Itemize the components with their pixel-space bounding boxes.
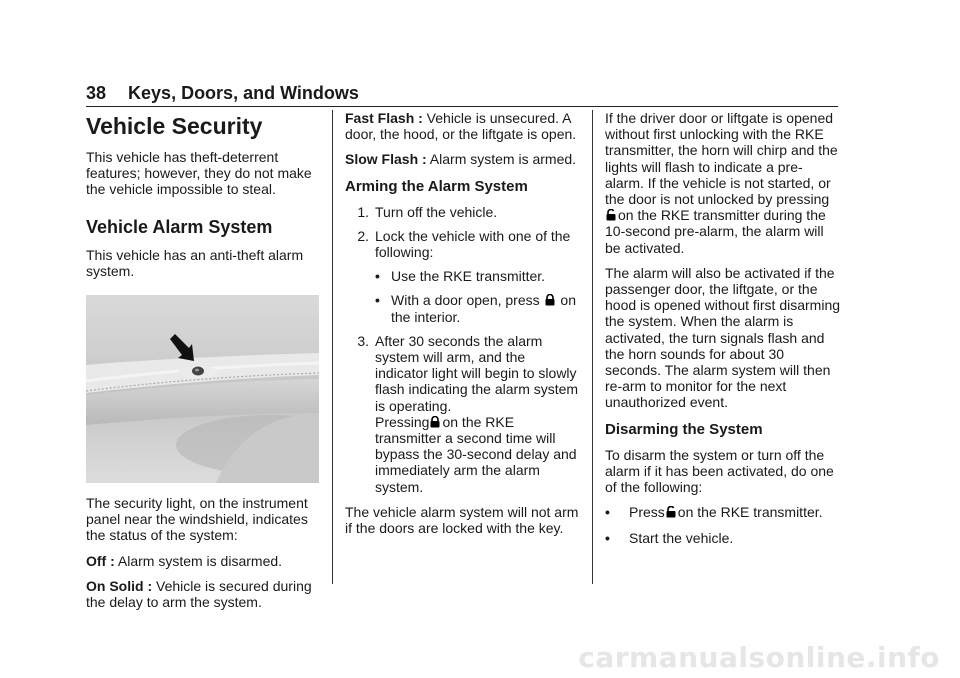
not-arm-paragraph: The vehicle alarm system will not arm if the doors are locked with the key. bbox=[345, 503, 579, 537]
bullet: • bbox=[375, 292, 380, 309]
bullet: • bbox=[375, 268, 380, 285]
step-number: 3. bbox=[357, 332, 369, 349]
column-3 bbox=[605, 110, 841, 557]
step-number: 1. bbox=[357, 203, 369, 220]
column-divider-1 bbox=[332, 110, 333, 584]
status-fast-flash bbox=[345, 110, 581, 142]
disarm-b1-post: on the RKE transmitter. bbox=[677, 504, 823, 521]
status-fast-flash-text: Vehicle is unsecured. A door, the hood, or the liftgate is open. bbox=[345, 110, 577, 143]
bullet-b-post: on the interior. bbox=[391, 292, 576, 325]
step-text: Turn off the vehicle. bbox=[375, 203, 498, 220]
column-2 bbox=[345, 110, 581, 545]
bullet-text: Use the RKE transmitter. bbox=[391, 268, 546, 285]
disarm-heading: Disarming the System bbox=[605, 420, 763, 438]
status-on-solid-label: On Solid : bbox=[86, 577, 153, 594]
bullet: • bbox=[605, 530, 610, 547]
status-slow-flash-text: Alarm system is armed. bbox=[426, 151, 577, 168]
disarm-b1-pre: Press bbox=[629, 504, 665, 521]
step-text bbox=[375, 333, 581, 495]
list-item bbox=[605, 504, 841, 520]
arming-heading: Arming the Alarm System bbox=[345, 177, 528, 195]
page-number: 38 bbox=[86, 83, 107, 103]
bullet-text: Start the vehicle. bbox=[629, 530, 734, 547]
list-item bbox=[375, 268, 581, 284]
security-light-text: The security light, on the instrument panel near the windshield, indicates the status of the system: bbox=[86, 495, 308, 544]
bullet-b-pre: With a door open, press bbox=[391, 292, 540, 309]
lock-icon bbox=[430, 416, 440, 428]
bullet-text bbox=[629, 504, 823, 520]
alarm-heading: Vehicle Alarm System bbox=[86, 216, 273, 237]
status-slow-flash-label: Slow Flash : bbox=[345, 151, 427, 168]
page-title: Vehicle Security bbox=[86, 113, 263, 139]
list-item bbox=[375, 292, 581, 324]
status-off-label: Off : bbox=[86, 552, 115, 569]
list-item bbox=[345, 204, 581, 220]
status-on-solid-text: Vehicle is secured during the delay to arm the system. bbox=[86, 577, 312, 611]
status-off-text: Alarm system is disarmed. bbox=[114, 552, 283, 569]
lock-icon bbox=[545, 294, 555, 306]
list-item bbox=[345, 333, 581, 495]
watermark: carmanualsonline.info bbox=[578, 641, 940, 674]
column-divider-2 bbox=[592, 110, 593, 584]
security-light-photo bbox=[86, 295, 319, 483]
pre-alarm-text-a: If the driver door or liftgate is opened without first unlocking with the RKE transmitter, the horn will chirp and the lights will flash to indicate a pre-alarm. If the vehicle is not started, or the door is not unlocked by pressing bbox=[605, 110, 838, 208]
step-3-text-a: After 30 seconds the alarm system will arm, and the indicator light will begin to slowly flash indicating the alarm system is operating. bbox=[375, 332, 579, 414]
step-text bbox=[375, 228, 581, 333]
step-3-text-b-post: on the RKE transmitter a second time will bypass the 30-second delay and immediately arm the alarm system. bbox=[375, 413, 577, 495]
page-header bbox=[86, 82, 838, 107]
alarm-intro: This vehicle has an anti-theft alarm system. bbox=[86, 246, 304, 279]
status-on-solid bbox=[86, 578, 322, 610]
status-off bbox=[86, 553, 322, 569]
list-item bbox=[605, 530, 841, 546]
status-fast-flash-label: Fast Flash : bbox=[345, 110, 423, 126]
unlock-icon bbox=[606, 209, 616, 221]
intro-paragraph: This vehicle has theft-deterrent features; however, they do not make the vehicle impossible to steal. bbox=[86, 149, 312, 198]
step-2-text: Lock the vehicle with one of the following: bbox=[375, 227, 571, 261]
bullet: • bbox=[605, 504, 610, 521]
status-slow-flash bbox=[345, 151, 581, 167]
disarm-intro: To disarm the system or turn off the alarm if it has been activated, do one of the following: bbox=[605, 446, 834, 496]
step-number: 2. bbox=[357, 227, 369, 244]
arming-steps bbox=[345, 204, 581, 495]
section-title: Keys, Doors, and Windows bbox=[128, 83, 359, 103]
also-activated-paragraph: The alarm will also be activated if the passenger door, the liftgate, or the hood is opened without first disarming the system. When the alarm is activated, the turn signals flash and the horn sounds for about 30 seconds. The alarm system will then re-arm to monitor for the next unauthorized event. bbox=[605, 264, 841, 411]
pre-alarm-text-b: on the RKE transmitter during the 10-second pre-alarm, the alarm will be activated. bbox=[605, 207, 826, 256]
pre-alarm-paragraph bbox=[605, 110, 841, 256]
column-1 bbox=[86, 110, 322, 619]
bullet-text bbox=[391, 292, 581, 324]
list-item bbox=[345, 228, 581, 333]
unlock-icon bbox=[666, 506, 676, 518]
step-3-text-b-pre: Pressing bbox=[375, 413, 430, 430]
